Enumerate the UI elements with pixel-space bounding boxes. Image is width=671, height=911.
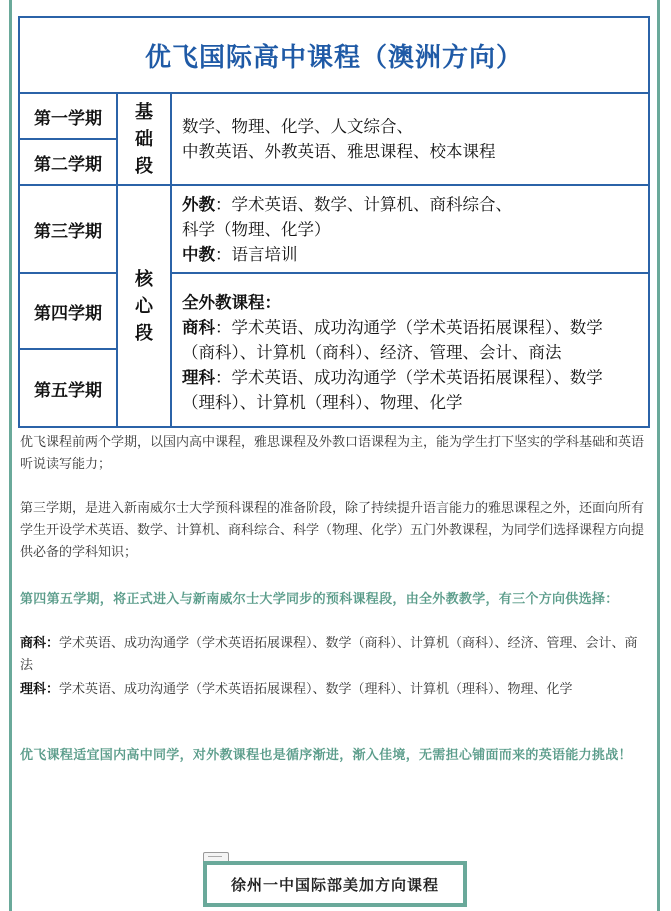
paragraph-intro: 优飞课程前两个学期，以国内高中课程，雅思课程及外教口语课程为主，能为学生打下坚实的学科基础和英语听说读写能力； (20, 435, 645, 472)
term-1-label: 第一学期 (34, 108, 102, 129)
science-label: 理科： (20, 682, 60, 697)
phase-char: 段 (135, 155, 153, 177)
course-line: ：学术英语、成功沟通学（学术英语拓展课程）、数学 (215, 367, 603, 387)
term-3-courses (172, 186, 650, 272)
phase-foundation (118, 94, 170, 184)
paragraph-term-4-5: 第四第五学期，将正式进入与新南威尔士大学同步的预科课程段，由全外教教学，有三个方向供选择： (20, 592, 619, 607)
related-course-link-button[interactable]: 徐州一中国际部美加方向课程 (203, 861, 467, 907)
term-4-label: 第四学期 (34, 303, 102, 324)
course-line: 科学（物理、化学） (182, 219, 331, 239)
phase-char: 础 (135, 128, 153, 150)
term-4-5-courses (172, 274, 650, 426)
curriculum-table (18, 16, 650, 428)
phase-core (118, 186, 170, 426)
term-2-label: 第二学期 (34, 154, 102, 175)
phase-char: 基 (135, 101, 153, 123)
course-line: （理科）、计算机（理科）、物理、化学 (182, 392, 463, 412)
foreign-teacher-label: 外教 (182, 194, 215, 214)
course-line: （商科）、计算机（商科）、经济、管理、会计、商法 (182, 342, 562, 362)
business-label: 商科 (182, 317, 215, 337)
science-courses: 学术英语、成功沟通学（学术英语拓展课程）、数学（理科）、计算机（理科）、物理、化学 (59, 682, 573, 697)
paragraph-business (20, 633, 648, 677)
paragraph-science (20, 679, 648, 701)
science-label: 理科 (182, 367, 215, 387)
business-label: 商科： (20, 636, 60, 651)
course-line: 中教英语、外教英语、雅思课程、校本课程 (182, 142, 496, 161)
course-line: ：学术英语、数学、计算机、商科综合、 (215, 194, 512, 214)
left-border-line (9, 0, 12, 911)
paragraph-term-3: 第三学期，是进入新南威尔士大学预科课程的准备阶段，除了持续提升语言能力的雅思课程之外，还面向所有学生开设学术英语、数学、计算机、商科综合、科学（物理、化学）五门外教课程，为同学们选择课程方向提供必备的学科知识； (20, 501, 645, 560)
course-line: ：语言培训 (215, 244, 298, 264)
all-foreign-heading: 全外教课程： (182, 292, 281, 312)
foundation-courses (172, 94, 650, 184)
phase-char: 段 (135, 322, 153, 344)
paragraph-conclusion: 优飞课程适宜国内高中同学，对外教课程也是循序渐进，渐入佳境，无需担心铺面而来的英语能力挑战！ (20, 748, 632, 763)
phase-char: 心 (135, 295, 153, 317)
course-line: 数学、物理、化学、人文综合、 (182, 117, 413, 136)
chinese-teacher-label: 中教 (182, 244, 215, 264)
phase-char: 核 (135, 268, 153, 290)
term-5-label: 第五学期 (34, 380, 102, 401)
term-3-label: 第三学期 (34, 221, 102, 242)
right-border-line (657, 0, 660, 911)
business-courses: 学术英语、成功沟通学（学术英语拓展课程）、数学（商科）、计算机（商科）、经济、管理、会计、商法 (20, 636, 638, 673)
course-line: ：学术英语、成功沟通学（学术英语拓展课程）、数学 (215, 317, 603, 337)
table-title: 优飞国际高中课程（澳洲方向） (20, 18, 648, 94)
